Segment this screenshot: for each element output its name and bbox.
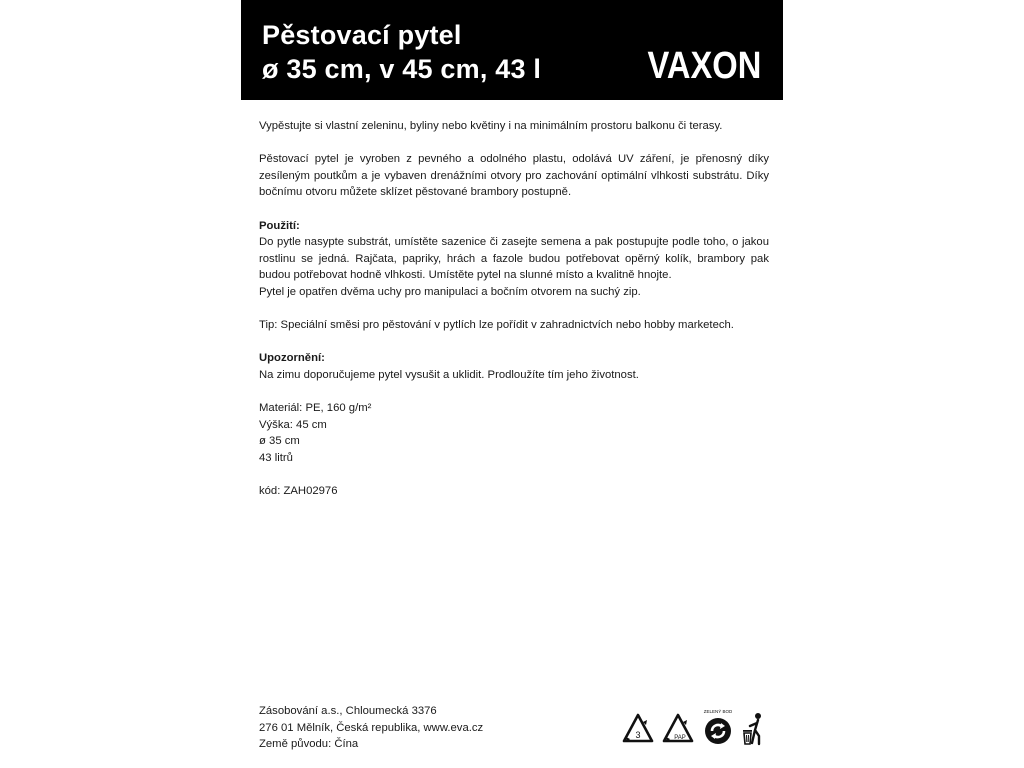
- usage-text: Do pytle nasypte substrát, umístěte sazenice či zasejte semena a pak postupujte podle toho, o jakou rostlinu se jedná. Rajčata, papriky, hrách a fazole budou potřebovat opěrný kolík, brambory pak budou potřebovat hodně vlhkosti. Umístěte pytel na slunné místo a kvalitně hnojte.: [259, 236, 769, 282]
- usage-heading: Použití:: [259, 219, 300, 232]
- brand-logo: VAXON: [647, 45, 761, 87]
- specs-list: [259, 400, 769, 466]
- address-line-1: Zásobování a.s., Chloumecká 3376: [259, 705, 437, 717]
- recycle-3-icon: [621, 712, 655, 746]
- product-description: [259, 118, 769, 516]
- manufacturer-info: [259, 703, 529, 753]
- recycle-pap-icon: [661, 712, 695, 746]
- spec-material: Materiál: PE, 160 g/m²: [259, 402, 372, 415]
- title-line-2: ø 35 cm, v 45 cm, 43 l: [262, 54, 542, 84]
- spec-volume: 43 litrů: [259, 451, 293, 464]
- recycling-symbols: [621, 709, 771, 752]
- origin-line: Země původu: Čína: [259, 738, 359, 751]
- description-paragraph: Pěstovací pytel je vyroben z pevného a odolného plastu, odolává UV záření, je přenosný díky zesíleným poutkům a je vybaven drenážními otvory pro zachování optimální vlhkosti substrátu. Díky bočnímu otvoru můžete sklízet pěstované brambory postupně.: [259, 153, 769, 199]
- product-code: kód: ZAH02976: [259, 485, 338, 498]
- usage-section: [259, 218, 769, 301]
- pap-label: PAP: [674, 735, 686, 741]
- green-dot-icon: [701, 706, 735, 748]
- recycle-number: 3: [635, 730, 641, 740]
- product-title: [262, 18, 541, 86]
- label-sheet: [241, 0, 783, 768]
- tidyman-icon: [741, 712, 767, 746]
- address-line-2: 276 01 Mělník, Česká republika, www.eva.cz: [259, 721, 484, 734]
- warning-section: [259, 350, 769, 383]
- warning-heading: Upozornění:: [259, 352, 325, 365]
- spec-height: Výška: 45 cm: [259, 418, 327, 431]
- tip-paragraph: Tip: Speciální směsi pro pěstování v pytlích lze pořídit v zahradnictvích nebo hobby marketech.: [259, 319, 734, 332]
- title-line-1: Pěstovací pytel: [262, 20, 462, 50]
- warning-text: Na zimu doporučujeme pytel vysušit a uklidit. Prodloužíte tím jeho životnost.: [259, 368, 639, 381]
- usage-text-2: Pytel je opatřen dvěma uchy pro manipulaci a bočním otvorem na suchý zip.: [259, 285, 641, 298]
- green-dot-label: ZELENÝ BOD: [703, 709, 733, 714]
- header-banner: [241, 0, 783, 100]
- intro-paragraph: Vypěstujte si vlastní zeleninu, byliny nebo květiny i na minimálním prostoru balkonu či terasy.: [259, 120, 723, 132]
- spec-diameter: ø 35 cm: [259, 435, 300, 448]
